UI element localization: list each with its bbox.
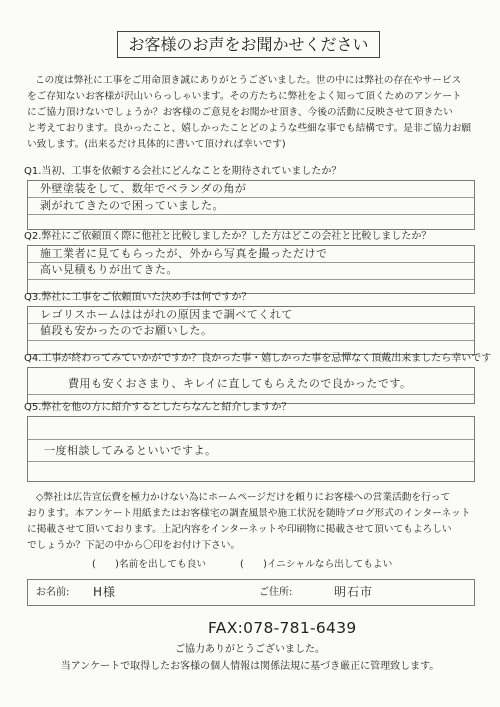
handwritten-answer-line: 施工業者に見てもらったが、外から写真を撮っただけで xyxy=(40,247,328,260)
consent-paragraph xyxy=(27,490,479,554)
question-4-label: Q4.工事が終わってみていかがですか？良かった事・嬉しかった事を忌憚なく頂戴出来ましたら幸いです xyxy=(24,353,492,364)
intro-line: と考えております。良かったこと、嬉しかったことどのような些細な事でも結構です。是非ご協力お願 xyxy=(27,123,472,134)
question-1-label: Q1.当初、工事を依頼する会社にどんなことを期待されていましたか？ xyxy=(24,166,342,177)
ruled-line xyxy=(28,340,474,341)
thanks-message: ご協力ありがとうございました。 xyxy=(175,644,325,655)
answer-box-5 xyxy=(27,416,475,482)
handwritten-answer-line: 外壁塗装をして、数年でベランダの角が xyxy=(40,182,247,195)
question-2-label: Q2.弊社にご依頼頂く際に他社と比較しましたか？した方はどこの会社と比較しましたか？ xyxy=(24,231,432,242)
consent-options xyxy=(0,557,500,573)
answer-box-3 xyxy=(27,306,475,355)
consent-line: ◇弊社は広告宣伝費を極力かけない為にホームページだけを頼りにお客様への営業活動を行って xyxy=(36,492,451,503)
consent-line: おります。本アンケート用紙またはお客様宅の調査風景や施工状況を随時ブログ形式のインターネット xyxy=(27,508,471,519)
ruled-line xyxy=(28,394,474,395)
handwritten-name: H様 xyxy=(93,585,117,599)
address-label: ご住所: xyxy=(259,587,293,598)
answer-box-2 xyxy=(27,245,475,294)
fax-number: FAX:078-781-6439 xyxy=(208,619,357,637)
consent-line: に掲載させて頂いております。上記内容をインターネットや印刷物に掲載させて頂いてもよろしい xyxy=(27,524,452,535)
handwritten-answer-line: レゴリスホームははがれの原因まで調べてくれて xyxy=(40,308,293,321)
ruled-line xyxy=(28,214,474,215)
intro-line: い致します。(出来るだけ具体的に書いて頂ければ幸いです) xyxy=(27,139,286,150)
ruled-line xyxy=(28,197,474,198)
handwritten-answer-line: 費用も安くおさまり、キレイに直してもらえたので良かったです。 xyxy=(68,377,412,390)
answer-box-4 xyxy=(27,367,475,404)
name-label: お名前: xyxy=(36,587,70,598)
ruled-line xyxy=(28,279,474,280)
name-address-box xyxy=(27,579,475,606)
consent-option-initials: ( )イニシャルなら出してもよい xyxy=(240,559,393,570)
intro-paragraph xyxy=(27,73,479,153)
answer-box-1 xyxy=(27,180,475,230)
ruled-line xyxy=(28,461,474,462)
privacy-note: 当アンケートで取得したお客様の個人情報は関係法規に基づき厳正に管理致します。 xyxy=(60,661,440,672)
handwritten-answer-line: 値段も安かったのでお願いした。 xyxy=(40,324,213,337)
consent-line: でしょうか？下記の中から〇印をお付け下さい。 xyxy=(27,540,241,551)
consent-option-full-name: ( )名前を出しても良い xyxy=(92,559,207,570)
question-3-label: Q3.弊社に工事をご依頼頂いた決め手は何ですか？ xyxy=(24,292,252,303)
question-5-label: Q5.弊社を他の方に紹介するとしたらなんと紹介しますか？ xyxy=(24,402,292,413)
form-title: お客様のお声をお聞かせください xyxy=(128,35,369,54)
handwritten-answer-line: 高い見積もりが出てきた。 xyxy=(40,263,178,276)
handwritten-answer-line: 一度相談してみるといいですよ。 xyxy=(44,444,217,457)
intro-line: にご協力頂けないでしょうか？お客様のご意見をお聞かせ頂き、今後の活動に反映させて頂きたい xyxy=(27,107,453,118)
handwritten-answer-line: 剥がれてきたので困っていました。 xyxy=(40,199,224,212)
form-title-box xyxy=(117,31,380,58)
intro-line: をご存知ないお客様が沢山いらっしゃいます。その方たちに弊社をよく知って頂くためのアンケート xyxy=(27,91,462,102)
handwritten-address: 明石市 xyxy=(334,585,374,599)
intro-line: この度は弊社に工事をご用命頂き誠にありがとうございました。世の中には弊社の存在やサービス xyxy=(35,75,462,86)
ruled-line xyxy=(28,439,474,440)
